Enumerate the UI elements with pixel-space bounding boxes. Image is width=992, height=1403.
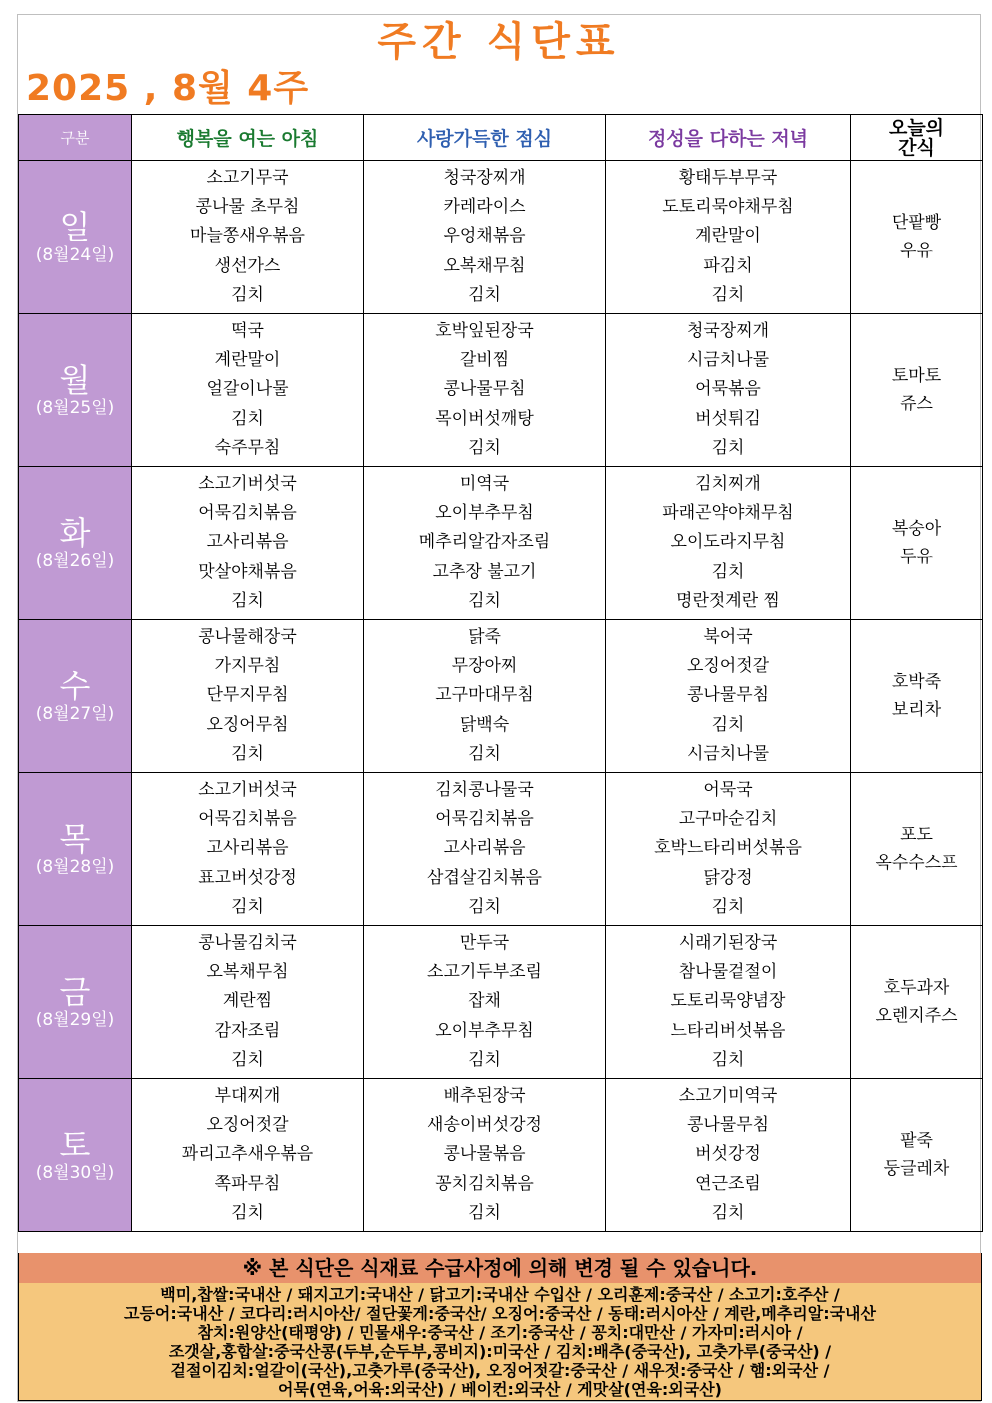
- snack-cell: [851, 620, 983, 773]
- dish-item: 계란찜: [222, 991, 273, 1012]
- breakfast-cell: [132, 1079, 364, 1232]
- day-name: 일: [59, 208, 91, 246]
- day-row: [19, 161, 983, 314]
- dish-item: 시래기된장국: [678, 932, 778, 953]
- dish-item: 김치: [711, 714, 745, 735]
- dish-item: 소고기무국: [206, 167, 289, 188]
- lunch-cell: [364, 314, 606, 467]
- day-row: [19, 467, 983, 620]
- dish-item: 김치찌개: [695, 473, 761, 494]
- dish-item: 오징어젓갈: [686, 656, 770, 677]
- dish-item: 새송이버섯강정: [427, 1115, 542, 1136]
- header-breakfast: 행복을 여는 아침: [132, 115, 364, 161]
- day-row: [19, 620, 983, 773]
- day-name: 금: [59, 973, 91, 1011]
- snack-item: 옥수수스프: [875, 853, 958, 873]
- day-cell: [19, 467, 132, 620]
- snack-item: 팥죽: [900, 1131, 933, 1151]
- dish-item: 콩나물 초무침: [195, 197, 300, 218]
- day-date: (8월27일): [35, 704, 115, 724]
- snack-cell: [851, 773, 983, 926]
- snack-item: 토마토: [891, 366, 942, 386]
- dish-item: 고사리볶음: [206, 838, 289, 859]
- dinner-cell: [606, 620, 851, 773]
- dish-item: 카레라이스: [443, 197, 526, 218]
- dish-item: 소고기미역국: [678, 1085, 778, 1106]
- breakfast-cell: [132, 620, 364, 773]
- snack-cell: [851, 1079, 983, 1232]
- dish-item: 도토리묵양념장: [670, 991, 786, 1012]
- dish-item: 어묵김치볶음: [435, 809, 534, 830]
- dish-item: 생선가스: [214, 255, 281, 276]
- snack-item: 포도: [900, 825, 933, 845]
- dinner-cell: [606, 1079, 851, 1232]
- dish-item: 갈비찜: [459, 350, 510, 371]
- dish-item: 고구마순김치: [678, 809, 778, 830]
- dish-item: 김치: [231, 590, 264, 611]
- dinner-cell: [606, 314, 851, 467]
- dish-item: 김치: [231, 743, 264, 764]
- dish-item: 시금치나물: [686, 350, 770, 371]
- dish-item: 단무지무침: [206, 685, 289, 706]
- snack-item: 오렌지주스: [875, 1006, 958, 1026]
- dish-item: 김치: [231, 1202, 264, 1223]
- day-date: (8월28일): [35, 857, 115, 877]
- dish-item: 참나물겉절이: [678, 962, 778, 983]
- day-cell: [19, 314, 132, 467]
- dish-item: 배추된장국: [443, 1085, 526, 1106]
- dish-item: 얼갈이나물: [206, 379, 289, 400]
- origin-line: 어묵(연육,어육:외국산) / 베이컨:외국산 / 게맛살(연육:외국산): [278, 1380, 722, 1399]
- snack-item: 호두과자: [883, 978, 950, 998]
- day-row: [19, 926, 983, 1079]
- header-snack: [851, 115, 983, 161]
- dish-item: 김치: [711, 896, 745, 917]
- lunch-cell: [364, 773, 606, 926]
- dish-item: 콩나물김치국: [198, 932, 297, 953]
- day-row: [19, 314, 983, 467]
- dish-item: 꽈리고추새우볶음: [181, 1144, 314, 1165]
- dish-item: 소고기버섯국: [198, 473, 297, 494]
- dish-item: 만두국: [459, 932, 510, 953]
- snack-item: 쥬스: [900, 394, 933, 414]
- dish-item: 소고기두부조림: [427, 962, 542, 983]
- dish-item: 김치: [231, 408, 264, 429]
- dish-item: 오징어무침: [206, 714, 289, 735]
- breakfast-cell: [132, 467, 364, 620]
- dish-item: 어묵국: [703, 779, 753, 800]
- lunch-cell: [364, 926, 606, 1079]
- dinner-cell: [606, 926, 851, 1079]
- dish-item: 버섯강정: [695, 1144, 761, 1165]
- week-label: 2025 , 8월 4주: [26, 68, 310, 109]
- day-cell: [19, 620, 132, 773]
- dish-item: 파래곤약야채무침: [662, 503, 794, 524]
- dish-item: 호박잎된장국: [435, 320, 534, 341]
- header-lunch: 사랑가득한 점심: [364, 115, 606, 161]
- dish-item: 황태두부무국: [678, 167, 778, 188]
- dish-item: 어묵김치볶음: [198, 809, 297, 830]
- dish-item: 김치: [711, 561, 745, 582]
- day-date: (8월30일): [35, 1163, 115, 1183]
- origin-line: 조갯살,홍합살:중국산콩(두부,순두부,콩비지):미국산 / 김치:배추(중국산), 고춧가루(중국산) /: [168, 1342, 832, 1361]
- dish-item: 김치: [468, 590, 501, 611]
- day-date: (8월24일): [35, 245, 115, 265]
- dish-item: 목이버섯깨탕: [435, 408, 534, 429]
- dish-item: 김치콩나물국: [435, 779, 534, 800]
- dish-item: 콩나물무침: [686, 1115, 770, 1136]
- snack-item: 단팥빵: [891, 213, 942, 233]
- dish-item: 김치: [468, 1049, 501, 1070]
- day-name: 화: [59, 514, 91, 552]
- dish-item: 계란말이: [695, 226, 761, 247]
- dish-item: 오이부추무침: [435, 503, 534, 524]
- menu-sheet: [17, 14, 981, 1402]
- dinner-cell: [606, 161, 851, 314]
- day-cell: [19, 1079, 132, 1232]
- dish-item: 파김치: [703, 255, 753, 276]
- dish-item: 김치: [231, 284, 264, 305]
- dish-item: 떡국: [231, 320, 264, 341]
- dish-item: 청국장찌개: [686, 320, 770, 341]
- snack-item: 호박죽: [891, 672, 942, 692]
- weekly-menu-table: [18, 114, 983, 1232]
- day-name: 수: [59, 667, 91, 705]
- snack-item: 복숭아: [891, 519, 942, 539]
- day-date: (8월25일): [35, 398, 115, 418]
- dish-item: 콩나물무침: [443, 379, 526, 400]
- breakfast-cell: [132, 314, 364, 467]
- origin-line: 참치:원양산(태평양) / 민물새우:중국산 / 조기:중국산 / 꽁치:대만산 / 가자미:러시아 /: [197, 1323, 803, 1342]
- dish-item: 김치: [711, 284, 745, 305]
- lunch-cell: [364, 1079, 606, 1232]
- dish-item: 김치: [468, 437, 501, 458]
- snack-item: 두유: [900, 547, 933, 567]
- dish-item: 쪽파무침: [214, 1173, 281, 1194]
- breakfast-cell: [132, 773, 364, 926]
- dish-item: 우엉채볶음: [443, 226, 526, 247]
- day-name: 토: [59, 1126, 91, 1164]
- dish-item: 닭강정: [703, 867, 753, 888]
- dish-item: 닭백숙: [459, 714, 510, 735]
- dish-item: 오복채무침: [206, 962, 289, 983]
- dish-item: 김치: [468, 896, 501, 917]
- origin-line: 고등어:국내산 / 코다리:러시아산/ 절단꽃게:중국산/ 오징어:중국산 / 동태:러시아산 / 계란,메추리알:국내산: [124, 1304, 876, 1323]
- header-gubun: 구분: [19, 115, 132, 161]
- dish-item: 고사리볶음: [206, 532, 289, 553]
- dish-item: 김치: [468, 284, 501, 305]
- dish-item: 콩나물해장국: [198, 626, 297, 647]
- day-name: 월: [59, 361, 91, 399]
- dish-item: 청국장찌개: [443, 167, 526, 188]
- dish-item: 느타리버섯볶음: [670, 1020, 786, 1041]
- dish-item: 마늘쫑새우볶음: [190, 226, 305, 247]
- lunch-cell: [364, 161, 606, 314]
- dish-item: 콩나물볶음: [443, 1144, 526, 1165]
- dish-item: 도토리묵야채무침: [662, 197, 794, 218]
- dish-item: 오이부추무침: [435, 1020, 534, 1041]
- dish-item: 삼겹살김치볶음: [427, 867, 542, 888]
- snack-cell: [851, 467, 983, 620]
- snack-item: 우유: [900, 241, 933, 261]
- dish-item: 계란말이: [214, 350, 281, 371]
- dish-item: 숙주무침: [214, 437, 281, 458]
- dish-item: 시금치나물: [686, 743, 770, 764]
- menu-body: [19, 161, 983, 1232]
- notice-banner: ※ 본 식단은 식재료 수급사정에 의해 변경 될 수 있습니다.: [18, 1253, 982, 1283]
- dish-item: 고구마대무침: [435, 685, 534, 706]
- dish-item: 소고기버섯국: [198, 779, 297, 800]
- breakfast-cell: [132, 926, 364, 1079]
- dish-item: 가지무침: [214, 656, 281, 677]
- snack-cell: [851, 314, 983, 467]
- dish-item: 맛살야채볶음: [198, 561, 297, 582]
- day-cell: [19, 773, 132, 926]
- lunch-cell: [364, 467, 606, 620]
- dish-item: 메추리알감자조림: [418, 532, 551, 553]
- dish-item: 명란젓계란 찜: [676, 590, 780, 611]
- dish-item: 김치: [231, 1049, 264, 1070]
- snack-cell: [851, 161, 983, 314]
- dish-item: 버섯튀김: [695, 408, 761, 429]
- dish-item: 김치: [231, 896, 264, 917]
- dish-item: 고사리볶음: [443, 838, 526, 859]
- dish-item: 무장아찌: [451, 656, 518, 677]
- dish-item: 호박느타리버섯볶음: [654, 838, 802, 859]
- dinner-cell: [606, 773, 851, 926]
- dish-item: 김치: [711, 1202, 745, 1223]
- day-row: [19, 1079, 983, 1232]
- day-row: [19, 773, 983, 926]
- dish-item: 콩나물무침: [686, 685, 770, 706]
- dish-item: 미역국: [459, 473, 510, 494]
- dish-item: 오이도라지무침: [670, 532, 786, 553]
- dish-item: 김치: [711, 1049, 745, 1070]
- header-snack-line1: 오늘의: [888, 116, 945, 139]
- snack-cell: [851, 926, 983, 1079]
- dish-item: 감자조림: [214, 1020, 281, 1041]
- dish-item: 표고버섯강정: [198, 867, 297, 888]
- dish-item: 잡채: [468, 991, 501, 1012]
- snack-item: 둥글레차: [883, 1159, 950, 1179]
- dish-item: 꽁치김치볶음: [435, 1173, 534, 1194]
- dinner-cell: [606, 467, 851, 620]
- day-cell: [19, 926, 132, 1079]
- dish-item: 김치: [711, 437, 745, 458]
- snack-item: 보리차: [891, 700, 942, 720]
- day-date: (8월29일): [35, 1010, 115, 1030]
- dish-item: 연근조림: [695, 1173, 761, 1194]
- dish-item: 김치: [468, 1202, 501, 1223]
- origin-line: 백미,찹쌀:국내산 / 돼지고기:국내산 / 닭고기:국내산 수입산 / 오리훈제:중국산 / 소고기:호주산 /: [160, 1285, 840, 1304]
- header-dinner: 정성을 다하는 저녁: [606, 115, 851, 161]
- dish-item: 김치: [468, 743, 501, 764]
- dish-item: 닭죽: [468, 626, 501, 647]
- dish-item: 부대찌개: [214, 1085, 281, 1106]
- origin-info: [18, 1283, 982, 1401]
- day-date: (8월26일): [35, 551, 115, 571]
- day-cell: [19, 161, 132, 314]
- lunch-cell: [364, 620, 606, 773]
- page-title: 주간 식단표: [377, 19, 621, 65]
- dish-item: 어묵김치볶음: [198, 503, 297, 524]
- header-row: [19, 115, 983, 161]
- header-snack-line2: 간식: [898, 136, 935, 159]
- dish-item: 고추장 불고기: [432, 561, 537, 582]
- breakfast-cell: [132, 161, 364, 314]
- dish-item: 북어국: [703, 626, 753, 647]
- dish-item: 어묵볶음: [695, 379, 761, 400]
- dish-item: 오징어젓갈: [206, 1115, 289, 1136]
- dish-item: 오복채무침: [443, 255, 526, 276]
- origin-line: 겉절이김치:얼갈이(국산),고춧가루(중국산), 오징어젓갈:중국산 / 새우젓:중국산 / 햄:외국산 /: [170, 1361, 830, 1380]
- day-name: 목: [59, 820, 91, 858]
